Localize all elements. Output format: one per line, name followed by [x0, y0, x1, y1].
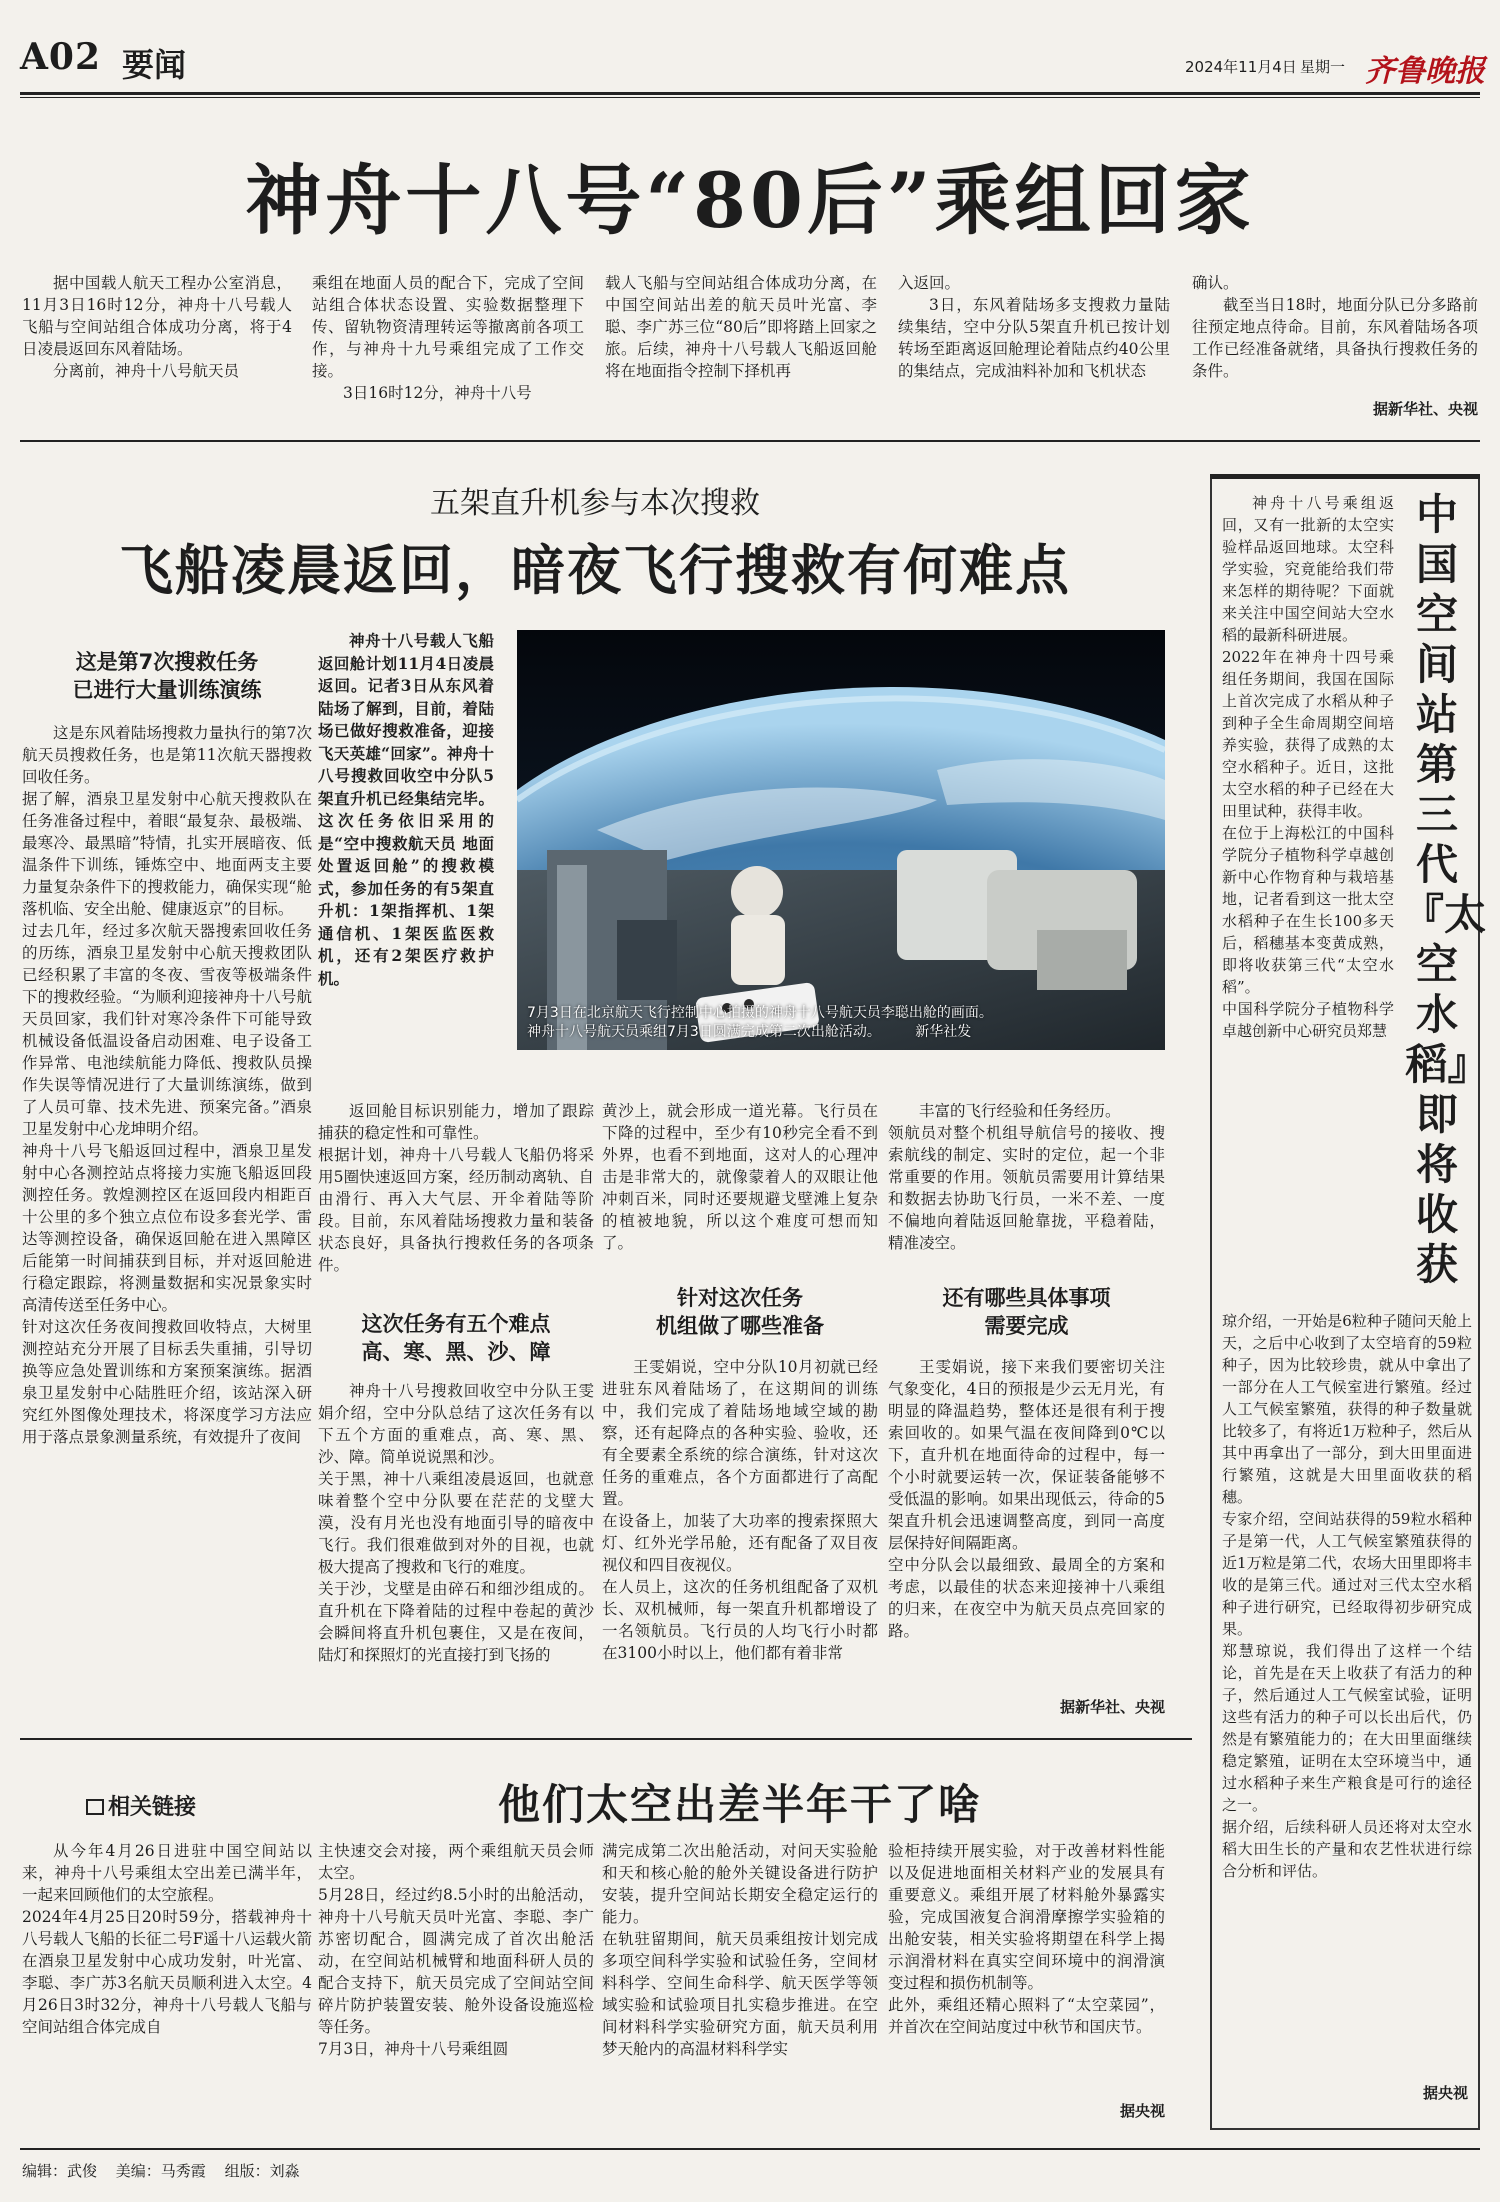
story3-col1: 从今年4月26日进驻中国空间站以来，神舟十八号乘组太空出差已满半年，一起来回顾他们的太空旅程。 2024年4月25日20时59分，搭载神舟十八号载人飞船的长征二号F遥十八运载火箭在酒泉卫星发射中心成功发射，叶光富、李聪、李广苏3名航天员顺利进入太空。4月26日3时32分，神舟十八号载人飞船与空间站组合体完成自: [22, 1842, 312, 2036]
art-editor-credit: 美编：马秀霞: [115, 2162, 206, 2180]
paper-logo: 齐鲁晚报: [1365, 54, 1485, 89]
sidebar-headline: 中国空间站第三代『太空水稻』即将收获: [1402, 490, 1487, 1289]
photo-credit: 新华社发: [915, 1024, 972, 1040]
related-link-label: 相关链接: [86, 1790, 196, 1821]
story1-source: 据新华社、央视: [1372, 400, 1478, 418]
issue-date: 2024年11月4日: [1185, 58, 1297, 76]
story2-col4-bottom: 王雯娟说，接下来我们要密切关注气象变化，4日的预报是少云无月光，有明显的降温趋势，整体还是很有利于搜索回收的。如果气温在夜间降到0℃以下，直升机在地面待命的过程中，每一个小时就要运转一次，保证装备能够不受低温的影响。如果出现低云，待命的5架直升机会迅速调整高度，到同一高度层保持好间隔距离。 空中分队会以最细致、最周全的方案和考虑，以最佳的状态来迎接神十八乘组的归来，在夜空中为航天员点亮回家的路。: [888, 1358, 1165, 1640]
story2-subhead-1: 这是第7次搜救任务 已进行大量训练演练: [72, 650, 262, 702]
story3-col3: 满完成第二次出舱活动，对问天实验舱和天和核心舱的舱外关键设备进行防护安装，提升空间站长期安全稳定运行的能力。 在轨驻留期间，航天员乘组按计划完成多项空间科学实验和试验任务，空间材料科学、空间生命科学、航天医学等领域实验和试验项目扎实稳步推进。在空间材料科学实验研究方面，航天员利用梦天舱内的高温材料科学实: [602, 1842, 878, 2058]
sidebar-intro: 神舟十八号乘组返回，又有一批新的太空实验样品返回地球。太空科学实验，究竟能给我们带来怎样的期待呢？下面就来关注中国空间站大空水稻的最新科研进展。 2022年在神舟十四号乘组任务期间，我国在国际上首次完成了水稻从种子到种子全生命周期空间培养实验，获得了成熟的太空水稻种子。近日，这批太空水稻的种子已经在大田里试种，获得丰收。 在位于上海松江的中国科学院分子植物科学卓越创新中心作物育种与栽培基地，记者看到这一批太空水稻种子在生长100多天后，稻穗基本变黄成熟，即将收获第三代“太空水稻”。 中国科学院分子植物科学卓越创新中心研究员郑慧: [1222, 494, 1394, 1040]
story2-col4-top: 丰富的飞行经验和任务经历。 领航员对整个机组导航信号的接收、搜索航线的制定、实时的定位，起一个非常重要的作用。领航员需要用计算结果和数据去协助飞行员，一米不差、一度不偏地向着陆返回舱靠拢，平稳着陆，精准凌空。: [888, 1102, 1165, 1252]
footer-rule: [20, 2148, 1480, 2150]
story2-source: 据新华社、央视: [1059, 1698, 1165, 1716]
story1-col5: 确认。 截至当日18时，地面分队已分多路前往预定地点待命。目前，东风着陆场各项工作已经准备就绪，具备执行搜救任务的条件。: [1192, 274, 1478, 380]
astronaut-photo: [517, 630, 1165, 1050]
story2-headline: 飞船凌晨返回，暗夜飞行搜救有何难点: [119, 538, 1071, 602]
story2-kicker: 五架直升机参与本次搜救: [430, 486, 760, 521]
story2-subhead-2: 这次任务有五个难点 高、寒、黑、沙、障: [361, 1312, 551, 1364]
story1-col4: 入返回。 3日，东风着陆场多支搜救力量陆续集结，空中分队5架直升机已按计划转场至距离返回舱理论着陆点约40公里的集结点，完成油料补加和飞机状态: [898, 274, 1170, 380]
layout-editor-credit: 组版：刘淼: [224, 2162, 300, 2180]
sidebar-rest: 琼介绍，一开始是6粒种子随问天舱上天，之后中心收到了太空培育的59粒种子，因为比较珍贵，就从中拿出了一部分在人工气候室进行繁殖。经过人工气候室繁殖，获得的种子数量就比较多了，有将近1万粒种子，然后从其中再拿出了一部分，到大田里面进行繁殖，这就是大田里面收获的稻穗。 专家介绍，空间站获得的59粒水稻种子是第一代，人工气候室繁殖获得的近1万粒是第二代，农场大田里即将丰收的是第三代。通过对三代太空水稻种子进行研究，已经取得初步研究成果。 郑慧琼说，我们得出了这样一个结论，首先是在天上收获了有活力的种子，然后通过人工气候室试验，证明这些有活力的种子可以长出后代，仍然是有繁殖能力的；在大田里面继续稳定繁殖，证明在太空环境当中，通过水稻种子来生产粮食是可行的途径之一。 据介绍，后续科研人员还将对太空水稻大田生长的产量和农艺性状进行综合分析和评估。: [1222, 1312, 1472, 1880]
sidebar-source: 据央视: [1422, 2084, 1468, 2102]
story3-headline: 他们太空出差半年干了啥: [497, 1780, 982, 1829]
story2-lead: 神舟十八号载人飞船返回舱计划11月4日凌晨返回。记者3日从东风着陆场了解到，目前，着陆场已做好搜救准备，迎接飞天英雄“回家”。神舟十八号搜救回收空中分队5架直升机已经集结完毕。这次任务依旧采用的是“空中搜救航天员 地面处置返回舱”的搜救模式，参加任务的有5架直升机：1架指挥机、1架通信机、1架医监医救机，还有2架医疗救护机。: [318, 631, 494, 988]
story2-subhead-3: 针对这次任务 机组做了哪些准备: [656, 1286, 824, 1338]
page-number: A02: [20, 36, 102, 78]
footer: [22, 2160, 300, 2181]
story3-source: 据央视: [1119, 2102, 1165, 2120]
story1-col3: 载人飞船与空间站组合体成功分离，在中国空间站出差的航天员叶光富、李聪、李广苏三位“80后”即将踏上回家之旅。后续，神舟十八号载人飞船返回舱将在地面指令控制下择机再: [605, 274, 877, 380]
weekday: 星期一: [1300, 58, 1346, 76]
story2-col2-bottom: 神舟十八号搜救回收空中分队王雯娟介绍，空中分队总结了这次任务有以下五个方面的重难点，高、寒、黑、沙、障。简单说说黑和沙。 关于黑，神十八乘组凌晨返回，也就意味着整个空中分队要在茫茫的戈壁大漠，没有月光也没有地面引导的暗夜中飞行。我们很难做到对外的目视，也就极大提高了搜救和飞行的难度。 关于沙，戈壁是由碎石和细沙组成的。直升机在下降着陆的过程中卷起的黄沙会瞬间将直升机包裹住，又是在夜间，陆灯和探照灯的光直接打到飞扬的: [318, 1382, 594, 1664]
story1-col1: 据中国载人航天工程办公室消息，11月3日16时12分，神舟十八号载人飞船与空间站组合体成功分离，将于4日凌晨返回东风着陆场。 分离前，神舟十八号航天员: [22, 274, 292, 380]
story2-col3-top: 黄沙上，就会形成一道光幕。飞行员在下降的过程中，至少有10秒完全看不到外界，也看不到地面，这对人的心理冲击是非常大的，就像蒙着人的双眼让他冲刺百米，同时还要规避戈壁滩上复杂的植被地貌，所以这个难度可想而知了。: [602, 1102, 878, 1252]
photo-caption: 7月3日在北京航天飞行控制中心拍摄的神舟十八号航天员李聪出舱的画面。 神舟十八号航天员乘组7月3日圆满完成第二次出舱活动。 新华社发: [527, 1005, 993, 1040]
divider-story2: [20, 1738, 1192, 1740]
box-icon: [86, 1799, 104, 1815]
story3-col2: 主快速交会对接，两个乘组航天员会师太空。 5月28日，经过约8.5小时的出舱活动，神舟十八号航天员叶光富、李聪、李广苏密切配合，圆满完成了首次出舱活动，在空间站机械臂和地面科研人员的配合支持下，航天员完成了空间站空间碎片防护装置安装、舱外设备设施巡检等任务。 7月3日，神舟十八号乘组圆: [318, 1842, 594, 2058]
spacewalk-image: [517, 630, 1165, 1050]
story1-col2: 乘组在地面人员的配合下，完成了空间站组合体状态设置、实验数据整理下传、留轨物资清理转运等撤离前各项工作，与神舟十九号乘组完成了工作交接。 3日16时12分，神舟十八号: [312, 274, 584, 402]
section-name: 要闻: [122, 46, 187, 84]
masthead: [0, 0, 1500, 92]
masthead-rule: [20, 92, 1480, 95]
story2-col2-top: 返回舱目标识别能力，增加了跟踪捕获的稳定性和可靠性。 根据计划，神舟十八号载人飞船仍将采用5圈快速返回方案，经历制动离轨、自由滑行、再入大气层、开伞着陆等阶段。目前，东风着陆场搜救力量和装备状态良好，具备执行搜救任务的各项条件。: [318, 1102, 594, 1274]
story3-col4: 验柜持续开展实验，对于改善材料性能以及促进地面相关材料产业的发展具有重要意义。乘组开展了材料舱外暴露实验，完成国液复合润滑摩擦学实验箱的出舱安装，相关实验将期望在科学上揭示润滑材料在真实空间环境中的润滑演变过程和损伤机制等。 此外，乘组还精心照料了“太空菜园”，并首次在空间站度过中秋节和国庆节。: [888, 1842, 1165, 2036]
divider-story1: [20, 440, 1480, 442]
masthead-rule-thin: [20, 97, 1480, 98]
sidebar-top-accent: [1210, 474, 1480, 479]
story2-subhead-4: 还有哪些具体事项 需要完成: [942, 1286, 1111, 1338]
story2-col3-bottom: 王雯娟说，空中分队10月初就已经进驻东风着陆场了，在这期间的训练中，我们完成了着陆场地域空域的勘察，还有起降点的各种实验、验收，还有全要素全系统的综合演练，针对这次任务的重难点，各个方面都进行了高配置。 在设备上，加装了大功率的搜索探照大灯、红外光学吊舱，还有配备了双目夜视仪和四目夜视仪。 在人员上，这次的任务机组配备了双机长、双机械师，每一架直升机都增设了一名领航员。飞行员的人均飞行小时都在3100小时以上，他们都有着非常: [602, 1358, 878, 1662]
story2-left-column: 这是东风着陆场搜救力量执行的第7次航天员搜救任务，也是第11次航天器搜救回收任务。 据了解，酒泉卫星发射中心航天搜救队在任务准备过程中，着眼“最复杂、最极端、最寒冷、最黑暗”特情，扎实开展暗夜、低温条件下训练，锤炼空中、地面两支主要力量复杂条件下的搜救能力，确保实现“舱落机临、安全出舱、健康返京”的目标。 过去几年，经过多次航天器搜索回收任务的历练，酒泉卫星发射中心航天搜救团队已经积累了丰富的冬夜、雪夜等极端条件下的搜救经验。“为顺利迎接神舟十八号航天员回家，我们针对寒冷条件下可能导致机械设备低温设备启动困难、电子设备工作异常、电池续航能力降低、搜救队员操作失误等情况进行了大量训练演练，做到了人员可靠、技术先进、预案完备。”酒泉卫星发射中心龙坤明介绍。 神舟十八号飞船返回过程中，酒泉卫星发射中心各测控站点将接力实施飞船返回段测控任务。敦煌测控区在返回段内相距百十公里的多个独立点位布设多套光学、雷达等测控设备，确保返回舱在进入黑障区后能第一时间捕获到目标，并对返回舱进行稳定跟踪，将测量数据和实况景象实时高清传送至任务中心。 针对这次任务夜间搜救回收特点，大树里测控站充分开展了目标丢失重捕，引导切换等应急处置训练和方案预案演练。据酒泉卫星发射中心陆胜旺介绍，该站深入研究红外图像处理技术，将深度学习方法应用于落点景象测量系统，有效提升了夜间: [22, 724, 312, 1446]
main-headline: 神舟十八号“80后”乘组回家: [245, 156, 1255, 245]
editor-credit: 编辑：武俊: [22, 2162, 98, 2180]
